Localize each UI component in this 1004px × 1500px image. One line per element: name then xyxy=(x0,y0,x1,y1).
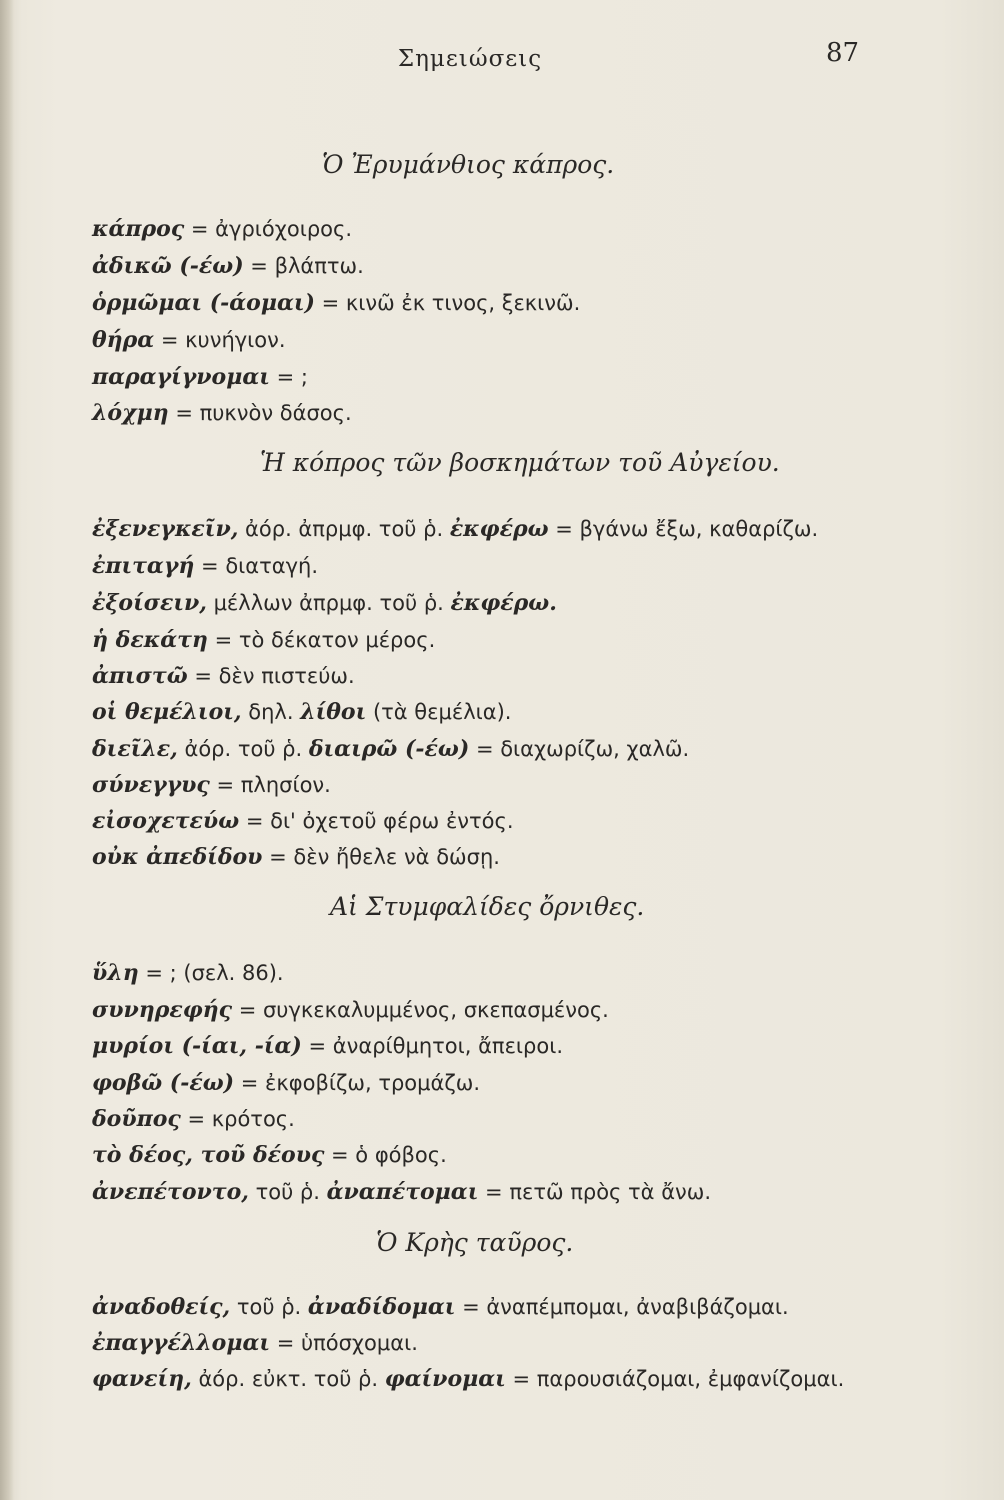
glossary-entry xyxy=(92,1364,844,1395)
entry-term: σύνεγγυς xyxy=(92,772,210,798)
entry-reference-verb: ἀναπέτομαι xyxy=(326,1179,479,1205)
entry-term: ἐπιταγή xyxy=(92,553,195,579)
glossary-entry xyxy=(92,398,352,429)
running-title: Σημειώσεις xyxy=(397,46,543,72)
entry-reference-verb: ἀναδίδομαι xyxy=(307,1294,456,1320)
entry-reference-verb: ἐκφέρω. xyxy=(450,590,557,616)
entry-term: μυρίοι (-ίαι, -ία) xyxy=(92,1033,302,1059)
glossary-entry xyxy=(92,806,514,837)
entry-term: δοῦπος xyxy=(92,1106,181,1132)
entry-term: οὐκ ἀπεδίδου xyxy=(92,844,263,870)
entry-gloss-tail: = ἀναπέμπομαι, ἀναβιβάζομαι. xyxy=(455,1295,789,1319)
section-title: Αἱ Στυμφαλίδες ὄρνιθες. xyxy=(330,892,645,921)
glossary-entry xyxy=(92,288,580,319)
glossary-entry xyxy=(92,1068,480,1099)
entry-term: διεῖλε, xyxy=(92,736,178,762)
glossary-entry xyxy=(92,1292,789,1323)
entry-gloss: = δὲν πιστεύω. xyxy=(187,664,355,688)
entry-term: ἀνεπέτοντο, xyxy=(92,1179,249,1205)
entry-term: λόχμη xyxy=(92,400,169,426)
entry-reference-verb: ἐκφέρω xyxy=(449,516,549,542)
entry-gloss: μέλλων ἀπρμφ. τοῦ ῥ. xyxy=(206,591,451,615)
section-title: Ὁ Κρὴς ταῦρος. xyxy=(376,1228,574,1257)
glossary-entry xyxy=(92,514,818,545)
entry-term: ἀπιστῶ xyxy=(92,663,188,689)
glossary-entry xyxy=(92,697,511,728)
entry-gloss: τοῦ ῥ. xyxy=(230,1295,308,1319)
entry-term: φανείη, xyxy=(92,1366,192,1392)
entry-gloss: = κυνήγιον. xyxy=(154,328,286,352)
entry-term: οἱ θεμέλιοι, xyxy=(92,699,242,725)
glossary-entry xyxy=(92,1031,563,1062)
entry-gloss-tail: (τὰ θεμέλια). xyxy=(366,700,512,724)
entry-gloss: ἀόρ. τοῦ ῥ. xyxy=(177,737,309,761)
entry-gloss-tail: = βγάνω ἔξω, καθαρίζω. xyxy=(548,517,819,541)
entry-gloss: = κινῶ ἐκ τινος, ξεκινῶ. xyxy=(314,291,581,315)
glossary-entry xyxy=(92,770,331,801)
entry-gloss: τοῦ ῥ. xyxy=(248,1180,327,1204)
book-spine-shadow xyxy=(0,0,14,1500)
entry-term: ἡ δεκάτη xyxy=(92,627,208,653)
entry-reference-verb: φαίνομαι xyxy=(384,1366,506,1392)
entry-gloss: = ὁ φόβος. xyxy=(324,1143,447,1167)
entry-term: θήρα xyxy=(92,327,155,353)
entry-term: φοβῶ (-έω) xyxy=(92,1070,235,1096)
entry-gloss: = ; (σελ. 86). xyxy=(138,961,284,985)
entry-gloss: = πλησίον. xyxy=(209,773,331,797)
entry-gloss: = δὲν ἤθελε νὰ δώσῃ. xyxy=(262,845,500,869)
glossary-entry xyxy=(92,588,557,619)
entry-gloss: ἀόρ. ἀπρμφ. τοῦ ῥ. xyxy=(238,517,450,541)
entry-gloss: = πυκνὸν δάσος. xyxy=(168,401,352,425)
glossary-entry xyxy=(92,551,318,582)
entry-term: ὕλη xyxy=(92,960,139,986)
glossary-entry xyxy=(92,325,286,356)
glossary-entry xyxy=(92,1140,447,1171)
entry-gloss-tail: = παρουσιάζομαι, ἐμφανίζομαι. xyxy=(505,1367,845,1391)
entry-term: ὁρμῶμαι (-άομαι) xyxy=(92,290,315,316)
entry-term: ἀναδοθείς, xyxy=(92,1294,231,1320)
glossary-entry xyxy=(92,1104,295,1135)
entry-gloss: ἀόρ. εὐκτ. τοῦ ῥ. xyxy=(191,1367,385,1391)
glossary-entry xyxy=(92,734,689,765)
entry-gloss: = ἀναρίθμητοι, ἄπειροι. xyxy=(301,1034,563,1058)
entry-gloss: = ὑπόσχομαι. xyxy=(270,1331,418,1355)
glossary-entry xyxy=(92,661,355,692)
section-title: Ὁ Ἐρυμάνθιος κάπρος. xyxy=(322,150,615,179)
glossary-entry xyxy=(92,842,500,873)
entry-reference-verb: διαιρῶ (-έω) xyxy=(308,736,470,762)
glossary-entry xyxy=(92,1177,711,1208)
entry-gloss: = κρότος. xyxy=(180,1107,295,1131)
entry-term: παραγίγνομαι xyxy=(92,364,270,390)
entry-gloss: = ; xyxy=(269,365,308,389)
entry-term: ἐξοίσειν, xyxy=(92,590,207,616)
glossary-entry xyxy=(92,362,308,393)
glossary-entry xyxy=(92,251,364,282)
entry-term: εἰσοχετεύω xyxy=(92,808,240,834)
entry-term: τὸ δέος, τοῦ δέους xyxy=(92,1142,325,1168)
glossary-entry xyxy=(92,214,352,245)
section-title: Ἡ κόπρος τῶν βοσκημάτων τοῦ Αὐγείου. xyxy=(260,448,780,477)
entry-term: συνηρεφής xyxy=(92,997,233,1023)
entry-gloss: = διαταγή. xyxy=(194,554,319,578)
glossary-entry xyxy=(92,625,435,656)
entry-term: κάπρος xyxy=(92,216,185,242)
entry-term: ἐξενεγκεῖν, xyxy=(92,516,239,542)
entry-gloss: = ἀγριόχοιρος. xyxy=(184,217,352,241)
entry-gloss: = βλάπτω. xyxy=(243,254,364,278)
entry-term: ἐπαγγέλλομαι xyxy=(92,1330,271,1356)
entry-gloss-tail: = διαχωρίζω, χαλῶ. xyxy=(469,737,690,761)
entry-gloss-tail: = πετῶ πρὸς τὰ ἄνω. xyxy=(478,1180,712,1204)
entry-gloss: = τὸ δέκατον μέρος. xyxy=(207,628,436,652)
entry-gloss: = ἐκφοβίζω, τρομάζω. xyxy=(234,1071,481,1095)
glossary-entry xyxy=(92,1328,418,1359)
glossary-entry xyxy=(92,995,609,1026)
page-number: 87 xyxy=(826,38,860,68)
entry-reference-verb: λίθοι xyxy=(300,699,367,725)
entry-gloss: δηλ. xyxy=(241,700,301,724)
entry-term: ἀδικῶ (-έω) xyxy=(92,253,244,279)
glossary-entry xyxy=(92,958,284,989)
entry-gloss: = δι' ὀχετοῦ φέρω ἐντός. xyxy=(239,809,514,833)
entry-gloss: = συγκεκαλυμμένος, σκεπασμένος. xyxy=(232,998,609,1022)
